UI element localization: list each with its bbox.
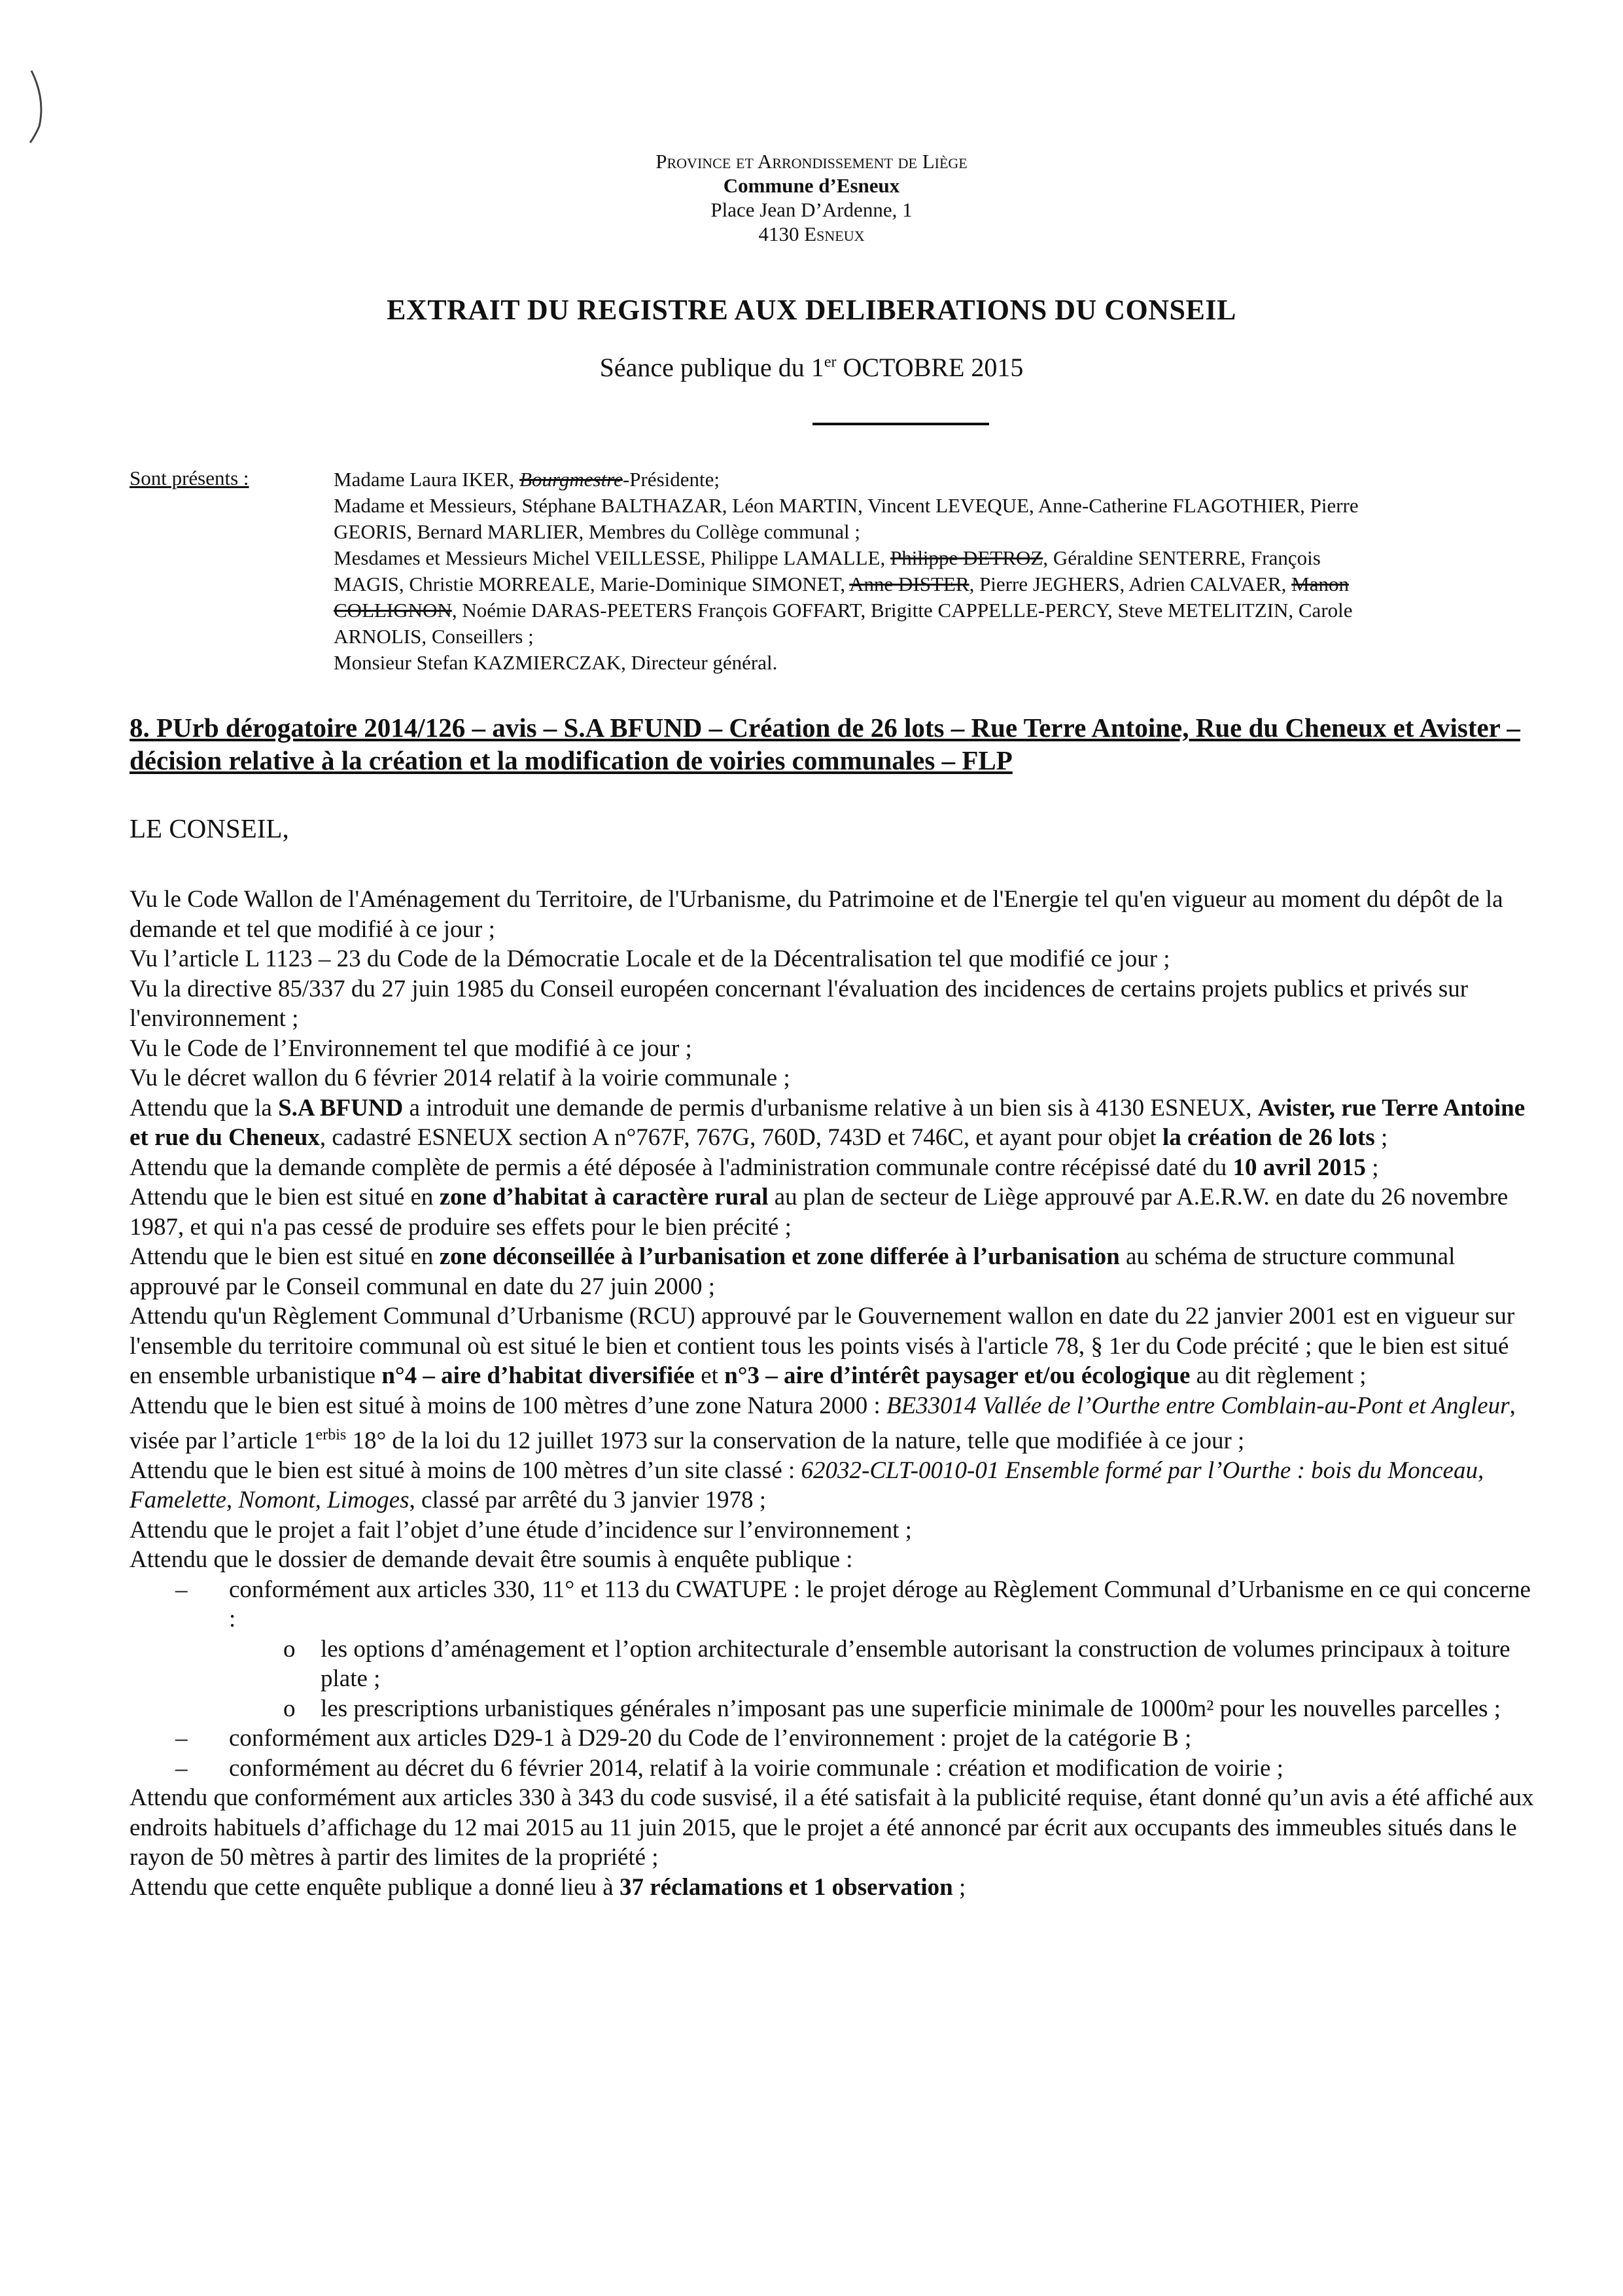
attendu-paragraph (130, 1182, 1536, 1242)
presence-text: , Géraldine SENTERRE, François MAGIS, Christie MORREALE, Marie-Dominique SIMONET, (334, 546, 1321, 595)
deliberation-body (130, 885, 1536, 1902)
agenda-item-title: 8. PUrb dérogatoire 2014/126 – avis – S.A BFUND – Création de 26 lots – Rue Terre Antoine, Rue du Cheneux et Avister – décision relative à la création et la modification de voiries communales – FLP (130, 713, 1520, 775)
presence-director: Monsieur Stefan KAZMIERCZAK, Directeur général. (334, 651, 778, 674)
presence-text: Madame Laura IKER, (334, 468, 520, 491)
presence-text: , Pierre JEGHERS, Adrien CALVAER, (969, 573, 1292, 595)
session-underline (812, 423, 989, 425)
text: ; (1365, 1154, 1379, 1181)
municipality-header (0, 149, 1623, 246)
address-street: Place Jean D’Ardenne, 1 (710, 198, 913, 221)
list-item: – conformément au décret du 6 février 2014, relatif à la voirie communale : création et modification de voirie ; (130, 1754, 1536, 1784)
text: Attendu que le bien est situé en (130, 1184, 440, 1210)
bold-text: S.A BFUND (278, 1094, 404, 1122)
council-label: LE CONSEIL, (130, 813, 289, 843)
text: au schéma de structure communal approuvé par le Conseil communal en date du 27 juin 2000 ; (130, 1243, 1456, 1300)
bold-text: la création de 26 lots (1162, 1124, 1375, 1151)
sub-list-item: o les options d’aménagement et l’option architecturale d’ensemble autorisant la construction de volumes principaux à toiture plate ; (130, 1634, 1536, 1694)
attendu-paragraph (130, 1153, 1536, 1183)
document-title: EXTRAIT DU REGISTRE AUX DELIBERATIONS DU CONSEIL (387, 294, 1236, 326)
struck-title: Bourgmestre (519, 468, 623, 491)
presence-label: Sont présents : (130, 467, 249, 489)
bold-text: zone d’habitat à caractère rural (439, 1184, 769, 1210)
vu-paragraph: Vu le décret wallon du 6 février 2014 relatif à la voirie communale ; (130, 1065, 790, 1091)
attendu-paragraph (130, 1301, 1536, 1391)
text: ; (1374, 1124, 1388, 1151)
attendu-paragraph (130, 1242, 1536, 1301)
text: , classé par arrêté du 3 janvier 1978 ; (409, 1487, 767, 1514)
session-superscript: er (824, 353, 837, 371)
bold-text: Avister, rue Terre Antoine et rue du Cheneux (130, 1094, 1526, 1151)
presence-president (334, 467, 1367, 493)
session-suffix: OCTOBRE 2015 (836, 353, 1024, 382)
bold-text: 10 avril 2015 (1232, 1154, 1366, 1181)
text: Attendu qu'un Règlement Communal d’Urbanisme (RCU) approuvé par le Gouvernement wallon en date du 22 janvier 2001 est en vigueur sur l'ensemble du territoire communal où est situé le bien et contient tous les points visés à l'article 78, § 1er du Code précité ; que le bien est situé en ensemble urbanistique (130, 1303, 1515, 1389)
bold-text: n°3 – aire d’intérêt paysager et/ou écologique (724, 1362, 1191, 1389)
presence-text: Mesdames et Messieurs Michel VEILLESSE, Philippe LAMALLE, (334, 546, 890, 569)
vu-paragraph: Vu le Code Wallon de l'Aménagement du Territoire, de l'Urbanisme, du Patrimoine et de l'Energie tel qu'en vigueur au moment du dépôt de la demande et tel que modifié à ce jour ; (130, 886, 1503, 943)
text: ; (952, 1873, 966, 1901)
text: a introduit une demande de permis d'urbanisme relative à un bien sis à 4130 ESNEUX, (403, 1094, 1258, 1122)
text: au dit règlement ; (1190, 1362, 1367, 1389)
vu-paragraph: Vu l’article L 1123 – 23 du Code de la Démocratie Locale et de la Décentralisation tel que modifié ce jour ; (130, 945, 1170, 972)
province-line: Province et Arrondissement de Liège (655, 150, 968, 173)
text: Attendu que la demande complète de permis a été déposée à l'administration communale contre récépissé daté du (130, 1154, 1233, 1181)
superscript-text: erbis (315, 1426, 347, 1443)
text: Attendu que le bien est situé à moins de 100 mètres d’un site classé : (130, 1457, 801, 1484)
struck-name: Manon COLLIGNON (334, 573, 1349, 622)
italic-text: 62032-CLT-0010-01 Ensemble formé par l’Ourthe : bois du Monceau, Famelette, Nomont, Limoges (130, 1457, 1484, 1514)
pen-mark-icon (25, 64, 55, 149)
text: , visée par l’article 1 (130, 1392, 1516, 1455)
text: Attendu que le bien est situé en (130, 1243, 440, 1270)
text: Attendu que cette enquête publique a donné lieu à (130, 1873, 620, 1901)
list-item: – conformément aux articles 330, 11° et 113 du CWATUPE : le projet déroge au Règlement Communal d’Urbanisme en ce qui concerne : (130, 1575, 1536, 1634)
presence-text: , Noémie DARAS-PEETERS François GOFFART, Brigitte CAPPELLE-PERCY, Steve METELITZIN, Carole ARNOLIS, Conseillers ; (334, 599, 1353, 648)
text: Attendu que la (130, 1094, 279, 1122)
attendu-paragraph (130, 1391, 1536, 1456)
session-prefix: Séance publique du 1 (599, 353, 824, 382)
text: , cadastré ESNEUX section A n°767F, 767G, 760D, 743D et 746C, et ayant pour objet (319, 1124, 1163, 1151)
presence-college: Madame et Messieurs, Stéphane BALTHAZAR, Léon MARTIN, Vincent LEVEQUE, Anne-Catherine FLAGOTHIER, Pierre GEORIS, Bernard MARLIER, Membres du Collège communal ; (334, 494, 1359, 543)
commune-name: Commune d’Esneux (723, 174, 900, 197)
text: 18° de la loi du 12 juillet 1973 sur la conservation de la nature, telle que modifiée à ce jour ; (346, 1427, 1245, 1455)
italic-text: BE33014 Vallée de l’Ourthe entre Comblain-au-Pont et Angleur (886, 1392, 1510, 1419)
text: et (694, 1362, 725, 1389)
attendu-paragraph: Attendu que le dossier de demande devait être soumis à enquête publique : (130, 1546, 853, 1574)
session-date (0, 352, 1623, 383)
attendu-paragraph: Attendu que conformément aux articles 330 à 343 du code susvisé, il a été satisfait à la publicité requise, étant donné qu’un avis a été affiché aux endroits habituels d’affichage du 12 mai 2015 au 11 juin 2015, que le projet a été annoncé par écrit aux occupants des immeubles situés dans le rayon de 50 mètres à partir des limites de la propriété ; (130, 1784, 1534, 1871)
attendu-paragraph (130, 1873, 1536, 1903)
presence-text: -Présidente; (622, 468, 720, 491)
presence-list (334, 467, 1367, 676)
sub-list-item: o les prescriptions urbanistiques générales n’imposant pas une superficie minimale de 1000m² pour les nouvelles parcelles ; (130, 1694, 1536, 1724)
text: Attendu que le bien est situé à moins de 100 mètres d’une zone Natura 2000 : (130, 1392, 886, 1419)
vu-paragraph: Vu la directive 85/337 du 27 juin 1985 du Conseil européen concernant l'évaluation des incidences de certains projets publics et privés sur l'environnement ; (130, 975, 1469, 1032)
address-city: 4130 Esneux (758, 222, 865, 245)
bold-text: n°4 – aire d’habitat diversifiée (381, 1362, 695, 1389)
vu-paragraph: Vu le Code de l’Environnement tel que modifié à ce jour ; (130, 1034, 692, 1062)
struck-name: Anne DISTER (849, 573, 969, 595)
struck-name: Philippe DETROZ (890, 546, 1043, 569)
bold-text: 37 réclamations et 1 observation (619, 1873, 953, 1901)
attendu-paragraph (130, 1456, 1536, 1515)
text: au plan de secteur de Liège approuvé par A.E.R.W. en date du 26 novembre 1987, et qui n'a pas cessé de produire ses effets pour le bien précité ; (130, 1184, 1509, 1241)
bold-text: zone déconseillée à l’urbanisation et zone differée à l’urbanisation (439, 1243, 1120, 1270)
presence-councillors (334, 545, 1367, 650)
list-item: – conformément aux articles D29-1 à D29-20 du Code de l’environnement : projet de la catégorie B ; (130, 1723, 1536, 1754)
attendu-paragraph (130, 1093, 1536, 1153)
attendu-paragraph: Attendu que le projet a fait l’objet d’une étude d’incidence sur l’environnement ; (130, 1516, 912, 1544)
